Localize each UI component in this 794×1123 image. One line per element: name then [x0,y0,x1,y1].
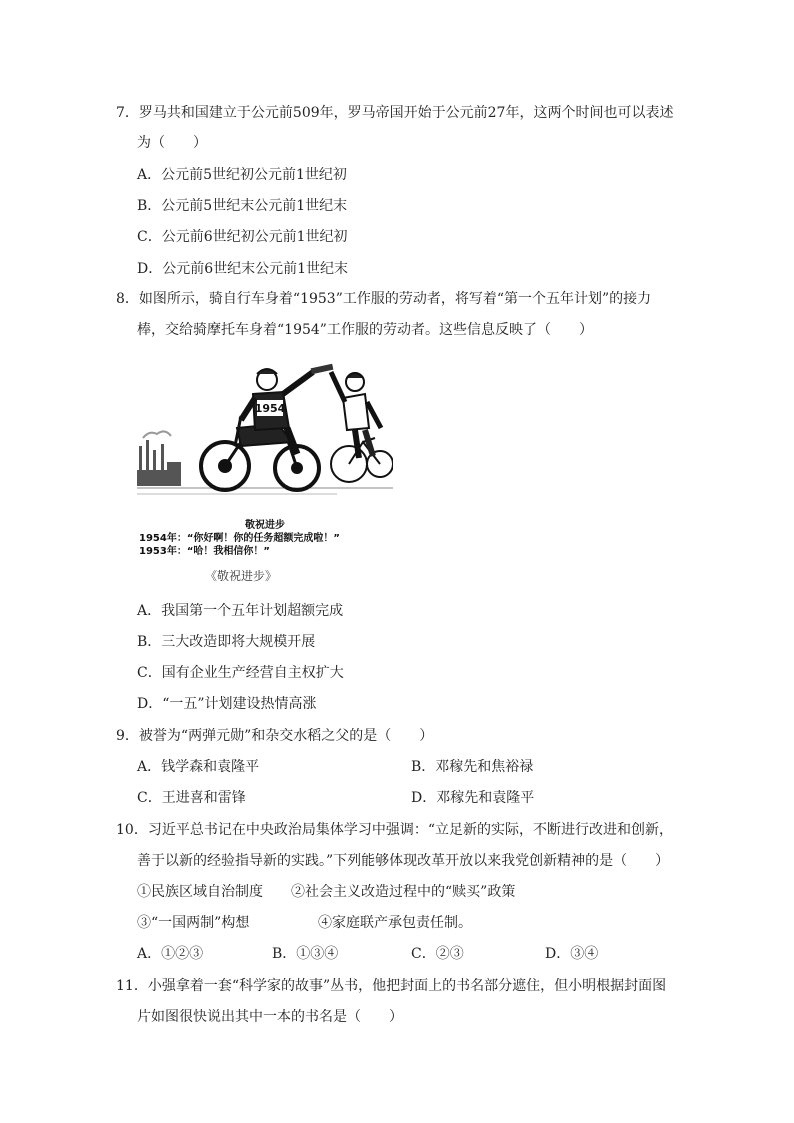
question-9-option-c: C．王进喜和雷锋 [137,790,246,806]
question-8-option-d: D．“一五”计划建设热情高涨 [137,696,317,712]
poster-caption-line1: 1954年：“你好啊！你的任务超额完成啦！” [139,533,340,544]
poster-caption-title: 敬祝进步 [245,520,285,531]
question-8-stem-line2: 棒，交给骑摩托车身着“1954”工作服的劳动者。这些信息反映了（ ） [137,322,593,338]
question-10-statement-2: ②社会主义改造过程中的“赎买”政策 [291,884,516,900]
question-7-stem-line1: 7．罗马共和国建立于公元前509年，罗马帝国开始于公元前27年，这两个时间也可以表述 [116,105,674,121]
question-7-option-c: C．公元前6世纪初公元前1世纪初 [137,229,348,245]
question-9-option-b: B．邓稼先和焦裕禄 [411,759,534,775]
question-9-option-a: A．钱学森和袁隆平 [137,759,260,775]
question-7-stem-line2: 为（ ） [137,135,207,151]
question-10-option-d: D．③④ [545,946,599,962]
question-7-option-d: D．公元前6世纪末公元前1世纪末 [137,261,349,277]
poster-figure [137,358,393,586]
question-10-statement-3: ③“一国两制”构想 [137,915,250,931]
question-10-stem-line1: 10．习近平总书记在中央政治局集体学习中强调：“立足新的实际，不断进行改进和创新， [116,822,673,838]
poster-caption-line2: 1953年：“哈！我相信你！” [139,546,270,557]
question-10-statement-1: ①民族区域自治制度 [137,884,263,900]
question-7-option-a: A．公元前5世纪初公元前1世纪初 [137,167,347,183]
question-9-stem-line1: 9．被誉为“两弹元勋”和杂交水稻之父的是（ ） [116,728,434,744]
question-10-option-c: C．②③ [411,946,464,962]
question-9-option-d: D．邓稼先和袁隆平 [411,790,535,806]
question-8-option-a: A．我国第一个五年计划超额完成 [137,603,344,619]
poster-figure-title: 《敬祝进步》 [204,569,278,583]
question-8-stem-line1: 8．如图所示，骑自行车身着“1953”工作服的劳动者，将写着“第一个五年计划”的接力 [116,291,652,307]
question-8-option-c: C．国有企业生产经营自主权扩大 [137,665,344,681]
question-11-stem-line2: 片如图很快说出其中一本的书名是（ ） [137,1009,403,1025]
question-8-option-b: B．三大改造即将大规模开展 [137,634,316,650]
question-11-stem-line1: 11．小强拿着一套“科学家的故事”丛书，他把封面上的书名部分遮住，但小明根据封面图 [116,978,667,994]
question-10-option-a: A．①②③ [137,946,204,962]
motorcycle-rider-illustration [201,369,319,490]
question-10-option-b: B．①③④ [272,946,339,962]
rider-jersey-number: 1954 [254,402,286,415]
bicycle-rider-illustration [331,372,393,482]
question-10-statement-4: ④家庭联产承包责任制。 [318,915,472,931]
factory-skyline-illustration [137,431,181,486]
question-10-stem-line2: 善于以新的经验指导新的实践。”下列能够体现改革开放以来我党创新精神的是（ ） [137,853,670,869]
question-7-option-b: B．公元前5世纪末公元前1世纪末 [137,198,348,214]
